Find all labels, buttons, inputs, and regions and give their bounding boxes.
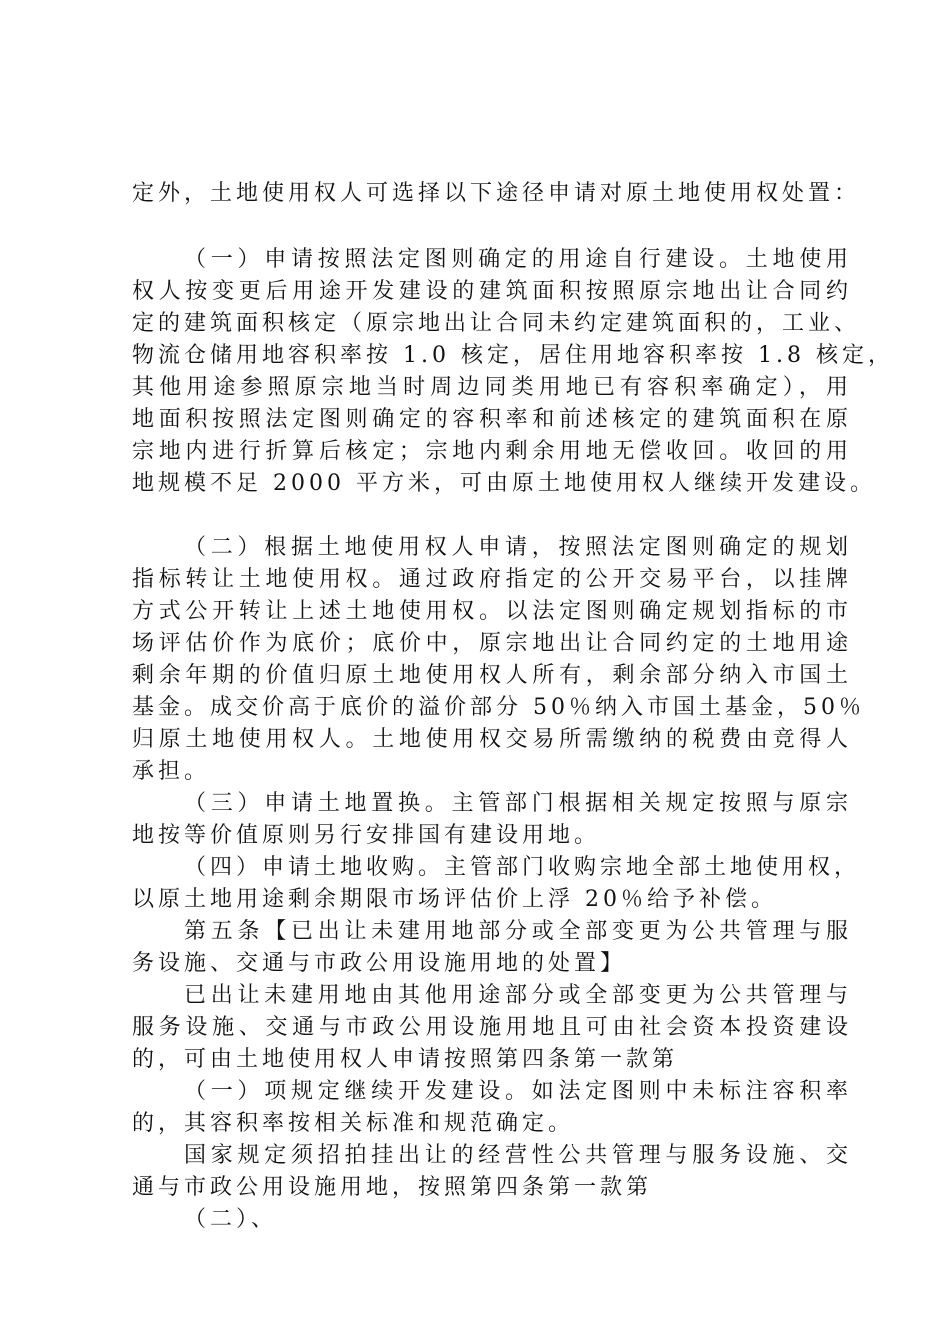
text-line: 已出让未建用地由其他用途部分或全部变更为公共管理与 bbox=[184, 983, 852, 1008]
text-line: 以原土地用途剩余期限市场评估价上浮 20％给予补偿。 bbox=[132, 887, 777, 912]
text-line: 定的建筑面积核定（原宗地出让合同未约定建筑面积的，工业、 bbox=[132, 311, 861, 336]
text-line: （一）申请按照法定图则确定的用途自行建设。土地使用 bbox=[184, 247, 852, 272]
text-line: 方式公开转让上述土地使用权。以法定图则确定规划指标的市 bbox=[132, 599, 852, 624]
text-line: 物流仓储用地容积率按 1.0 核定，居住用地容积率按 1.8 核定， bbox=[132, 343, 894, 368]
text-line: 服务设施、交通与市政公用设施用地且可由社会资本投资建设 bbox=[132, 1015, 852, 1040]
article-heading: 第五条【已出让未建用地部分或全部变更为公共管理与服 bbox=[184, 919, 852, 944]
text-line: （二）根据土地使用权人申请，按照法定图则确定的规划 bbox=[184, 535, 852, 560]
text-line: （二）、 bbox=[184, 1207, 278, 1232]
text-line: 指标转让土地使用权。通过政府指定的公开交易平台，以挂牌 bbox=[132, 567, 852, 592]
article-heading: 务设施、交通与市政公用设施用地的处置】 bbox=[132, 951, 627, 976]
text-line: 其他用途参照原宗地当时周边同类用地已有容积率确定），用 bbox=[132, 375, 852, 400]
text-line: 宗地内进行折算后核定；宗地内剩余用地无偿收回。收回的用 bbox=[132, 439, 852, 464]
text-line: 国家规定须招拍挂出让的经营性公共管理与服务设施、交 bbox=[184, 1143, 852, 1168]
text-line: 地按等价值原则另行安排国有建设用地。 bbox=[132, 823, 601, 848]
text-line: 定外，土地使用权人可选择以下途径申请对原土地使用权处置： bbox=[132, 181, 861, 206]
text-line: （一）项规定继续开发建设。如法定图则中未标注容积率 bbox=[184, 1079, 852, 1104]
text-line: 基金。成交价高于底价的溢价部分 50％纳入市国土基金，50％ bbox=[132, 695, 865, 720]
text-line: 场评估价作为底价；底价中，原宗地出让合同约定的土地用途 bbox=[132, 631, 852, 656]
text-line: 地面积按照法定图则确定的容积率和前述核定的建筑面积在原 bbox=[132, 407, 852, 432]
text-line: 剩余年期的价值归原土地使用权人所有，剩余部分纳入市国土 bbox=[132, 663, 852, 688]
text-line: 的，其容积率按相关标准和规范确定。 bbox=[132, 1111, 575, 1136]
text-line: 权人按变更后用途开发建设的建筑面积按照原宗地出让合同约 bbox=[132, 279, 852, 304]
text-line: 通与市政公用设施用地，按照第四条第一款第 bbox=[132, 1175, 653, 1200]
text-line: 地规模不足 2000 平方米，可由原土地使用权人继续开发建设。 bbox=[132, 471, 876, 496]
text-line: 承担。 bbox=[132, 759, 211, 784]
text-line: （三）申请土地置换。主管部门根据相关规定按照与原宗 bbox=[184, 791, 852, 816]
text-line: （四）申请土地收购。主管部门收购宗地全部土地使用权， bbox=[184, 855, 861, 880]
text-line: 的，可由土地使用权人申请按照第四条第一款第 bbox=[132, 1047, 679, 1072]
text-line: 归原土地使用权人。土地使用权交易所需缴纳的税费由竞得人 bbox=[132, 727, 852, 752]
